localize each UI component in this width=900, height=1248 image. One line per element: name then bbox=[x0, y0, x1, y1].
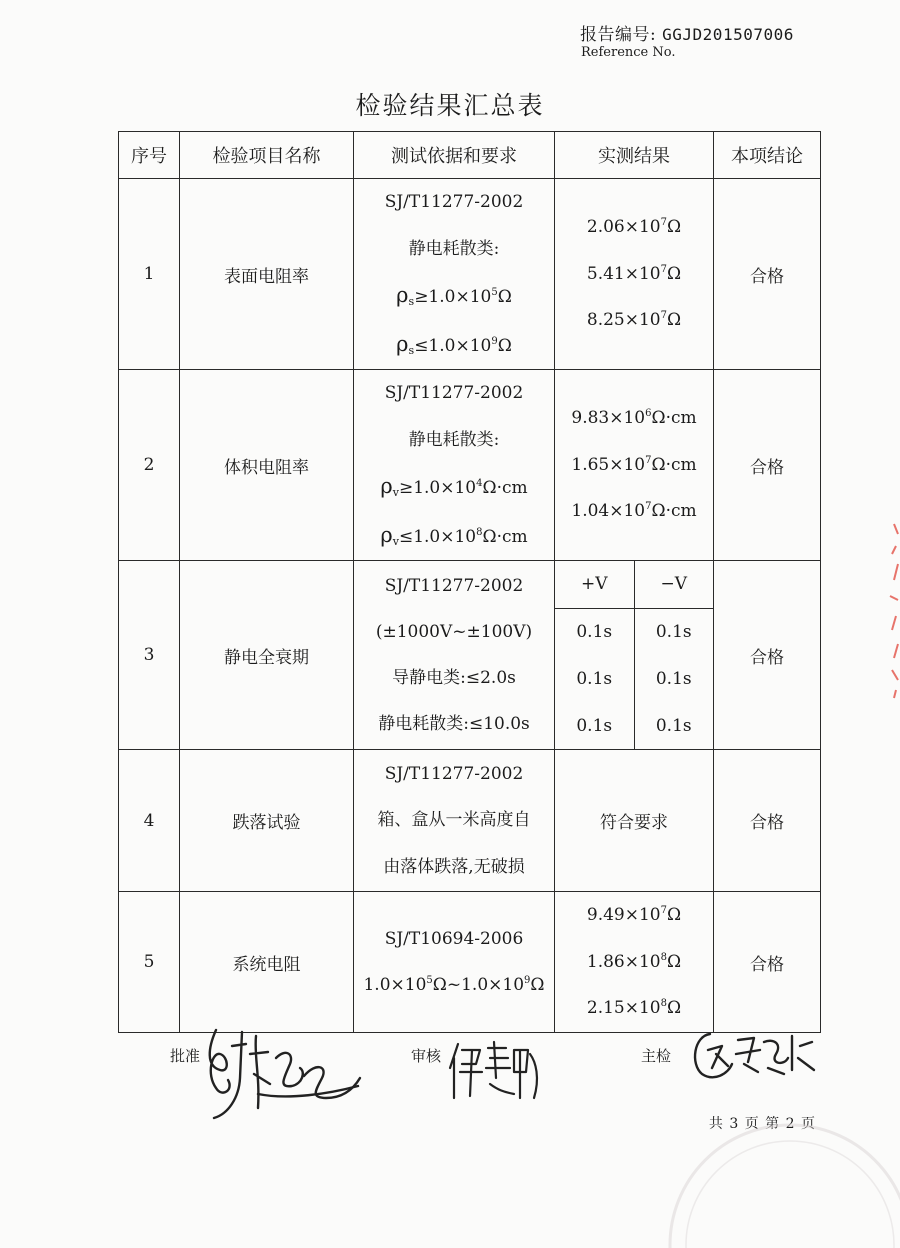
table-row bbox=[119, 892, 821, 1033]
row-results: 符合要求 bbox=[555, 750, 714, 892]
report-number-value: GGJD201507006 bbox=[662, 25, 794, 44]
row-no: 5 bbox=[119, 892, 180, 1033]
table-row bbox=[119, 750, 821, 892]
requirement-conductive: 导静电类:≤2.0s bbox=[392, 668, 516, 688]
row-requirement bbox=[354, 750, 555, 892]
positive-result: 0.1s bbox=[555, 656, 634, 703]
row-conclusion: 合格 bbox=[714, 892, 821, 1033]
positive-result: 0.1s bbox=[555, 608, 634, 655]
result-value: $2.06\times 10^7\Omega$ bbox=[586, 217, 682, 238]
result-value: $5.41\times 10^7\Omega$ bbox=[586, 263, 682, 284]
header-item: 检验项目名称 bbox=[180, 132, 354, 179]
row-no: 2 bbox=[119, 370, 180, 561]
header-result: 实测结果 bbox=[555, 132, 714, 179]
result-value: $1.04\times 10^7\Omega\cdot cm$ bbox=[571, 501, 697, 522]
row-results bbox=[555, 561, 714, 750]
table-header-row bbox=[119, 132, 821, 179]
row-item: 跌落试验 bbox=[180, 750, 354, 892]
row-results bbox=[555, 179, 714, 370]
row-requirement bbox=[354, 179, 555, 370]
row-item: 静电全衰期 bbox=[180, 561, 354, 750]
requirement-upper: $\rho_s\le 1.0\times 10^9\Omega$ bbox=[396, 331, 512, 357]
results-table bbox=[118, 131, 821, 1033]
requirement-dissipative: 静电耗散类:≤10.0s bbox=[378, 714, 530, 734]
result-value: $2.15\times 10^8\Omega$ bbox=[586, 998, 682, 1019]
row-conclusion: 合格 bbox=[714, 561, 821, 750]
subtable-row bbox=[555, 608, 713, 655]
standard-code: SJ/T10694-2006 bbox=[384, 928, 524, 949]
category-label: 静电耗散类: bbox=[408, 238, 500, 259]
inspect-label: 主检 bbox=[641, 1047, 672, 1065]
negative-result: 0.1s bbox=[655, 715, 692, 736]
row-results bbox=[555, 370, 714, 561]
standard-code: SJ/T11277-2002 bbox=[384, 192, 524, 212]
inspector-signature bbox=[688, 1024, 818, 1086]
requirement-lower: $\rho_s\ge 1.0\times 10^5\Omega$ bbox=[396, 283, 512, 308]
row-results bbox=[555, 892, 714, 1033]
approve-label: 批准 bbox=[170, 1047, 201, 1065]
subtable-row bbox=[555, 702, 713, 749]
row-requirement bbox=[354, 561, 555, 750]
positive-voltage-header: +V bbox=[555, 561, 634, 608]
header-conclusion: 本项结论 bbox=[714, 132, 821, 179]
approver-signature bbox=[198, 1018, 363, 1128]
row-no: 1 bbox=[119, 179, 180, 370]
row-conclusion: 合格 bbox=[714, 750, 821, 892]
table-row bbox=[119, 370, 821, 561]
row-item: 表面电阻率 bbox=[180, 179, 354, 370]
standard-code: SJ/T11277-2002 bbox=[384, 763, 524, 784]
reviewer-signature bbox=[446, 1038, 546, 1108]
requirement-upper: $\rho_v\le 1.0\times 10^8\Omega\cdot cm$ bbox=[380, 522, 528, 548]
subtable-row bbox=[555, 656, 713, 703]
decay-results-subtable bbox=[555, 561, 713, 749]
voltage-range: (±1000V~±100V) bbox=[375, 622, 533, 642]
positive-result: 0.1s bbox=[555, 702, 634, 749]
category-label: 静电耗散类: bbox=[408, 429, 500, 450]
row-conclusion: 合格 bbox=[714, 179, 821, 370]
reference-label: Reference No. bbox=[581, 45, 676, 60]
row-conclusion: 合格 bbox=[714, 370, 821, 561]
header-requirement: 测试依据和要求 bbox=[354, 132, 555, 179]
stamp-impression bbox=[640, 1085, 900, 1248]
requirement-lower: $\rho_v\ge 1.0\times 10^4\Omega\cdot cm$ bbox=[380, 474, 528, 499]
row-item: 系统电阻 bbox=[180, 892, 354, 1033]
stamp-edge-mark bbox=[884, 520, 900, 700]
negative-result: 0.1s bbox=[655, 622, 692, 643]
header-no: 序号 bbox=[119, 132, 180, 179]
result-value: $8.25\times 10^7\Omega$ bbox=[586, 310, 682, 331]
requirement-range: $1.0\times 10^5\Omega\sim 1.0\times 10^9\Omega$ bbox=[363, 975, 545, 995]
result-value: $9.49\times 10^7\Omega$ bbox=[586, 905, 682, 926]
table-row bbox=[119, 561, 821, 750]
standard-code: SJ/T11277-2002 bbox=[384, 383, 524, 403]
review-label: 审核 bbox=[411, 1047, 442, 1065]
requirement-line: 由落体跌落,无破损 bbox=[383, 856, 525, 877]
requirement-line: 箱、盒从一米高度自 bbox=[377, 810, 531, 831]
report-number bbox=[580, 20, 794, 45]
page-number: 共 3 页 第 2 页 bbox=[708, 1116, 816, 1132]
report-number-label: 报告编号: bbox=[580, 25, 657, 45]
row-requirement bbox=[354, 370, 555, 561]
row-requirement bbox=[354, 892, 555, 1033]
row-no: 3 bbox=[119, 561, 180, 750]
row-no: 4 bbox=[119, 750, 180, 892]
table-row bbox=[119, 179, 821, 370]
negative-voltage-header: −V bbox=[634, 561, 713, 608]
row-item: 体积电阻率 bbox=[180, 370, 354, 561]
page-title: 检验结果汇总表 bbox=[355, 91, 545, 120]
result-value: $1.86\times 10^8\Omega$ bbox=[586, 951, 682, 972]
result-value: $9.83\times 10^6\Omega\cdot cm$ bbox=[571, 408, 697, 429]
subtable-header-row bbox=[555, 561, 713, 608]
result-value: $1.65\times 10^7\Omega\cdot cm$ bbox=[571, 454, 697, 475]
negative-result: 0.1s bbox=[655, 668, 692, 689]
standard-code: SJ/T11277-2002 bbox=[384, 576, 524, 596]
